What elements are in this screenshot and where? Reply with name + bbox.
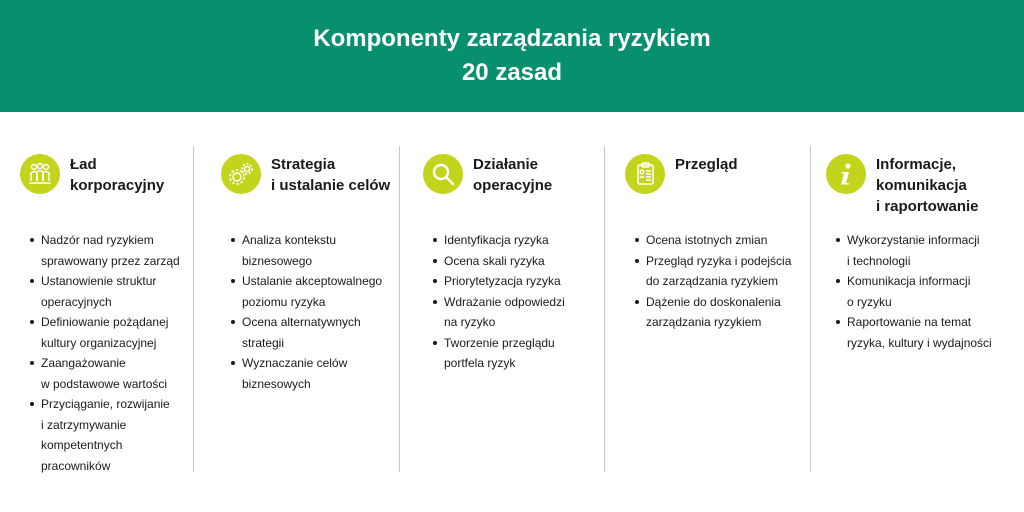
magnifier-icon: [423, 154, 463, 194]
list-item: Dążenie do doskonalenia zarządzania ryzykiem: [635, 292, 791, 333]
list-item: Ocena skali ryzyka: [433, 251, 565, 272]
column-strategy: [221, 146, 397, 472]
column-divider: [399, 146, 400, 472]
list-item: Analiza kontekstu biznesowego: [231, 230, 382, 271]
column-review: [625, 146, 807, 472]
list-item: Identyfikacja ryzyka: [433, 230, 565, 251]
list-item: Wykorzystanie informacji i technologii: [836, 230, 992, 271]
column-header: [221, 154, 390, 196]
bullet-list: [433, 230, 565, 374]
list-item: Tworzenie przeglądu portfela ryzyk: [433, 333, 565, 374]
column-header: [20, 154, 164, 196]
bullet-list: [30, 230, 180, 476]
clipboard-icon: [625, 154, 665, 194]
page-title: Komponenty zarządzania ryzykiem: [313, 25, 711, 52]
gears-icon: [221, 154, 261, 194]
list-item: Ustalanie akceptowalnego poziomu ryzyka: [231, 271, 382, 312]
column-header: [625, 154, 738, 194]
column-title: Przegląd: [675, 156, 738, 173]
column-divider: [604, 146, 605, 472]
header-banner: [0, 0, 1024, 112]
list-item: Priorytetyzacja ryzyka: [433, 271, 565, 292]
column-title: Strategia i ustalanie celów: [271, 156, 391, 194]
list-item: Ocena istotnych zmian: [635, 230, 791, 251]
info-icon: [826, 154, 866, 194]
list-item: Zaangażowanie w podstawowe wartości: [30, 353, 180, 394]
list-item: Ustanowienie struktur operacyjnych: [30, 271, 180, 312]
bullet-list: [836, 230, 992, 353]
list-item: Ocena alternatywnych strategii: [231, 312, 382, 353]
column-information: [826, 146, 1016, 472]
list-item: Nadzór nad ryzykiem sprawowany przez zarząd: [30, 230, 180, 271]
column-title: Informacje, komunikacja i raportowanie: [876, 156, 979, 215]
list-item: Przyciąganie, rozwijanie i zatrzymywanie kompetentnych pracowników: [30, 394, 180, 476]
column-operations: [423, 146, 601, 472]
list-item: Raportowanie na temat ryzyka, kultury i wydajności: [836, 312, 992, 353]
list-item: Komunikacja informacji o ryzyku: [836, 271, 992, 312]
column-header: [826, 154, 979, 217]
list-item: Wdrażanie odpowiedzi na ryzyko: [433, 292, 565, 333]
list-item: Definiowanie pożądanej kultury organizacyjnej: [30, 312, 180, 353]
column-divider: [193, 146, 194, 472]
bullet-list: [635, 230, 791, 333]
column-header: [423, 154, 552, 196]
list-item: Przegląd ryzyka i podejścia do zarządzania ryzykiem: [635, 251, 791, 292]
bullet-list: [231, 230, 382, 394]
column-governance: [20, 146, 192, 472]
people-icon: [20, 154, 60, 194]
column-title: Działanie operacyjne: [473, 156, 553, 194]
page-subtitle: 20 zasad: [461, 59, 563, 86]
column-title: Ład korporacyjny: [70, 156, 165, 194]
column-divider: [810, 146, 811, 472]
list-item: Wyznaczanie celów biznesowych: [231, 353, 382, 394]
